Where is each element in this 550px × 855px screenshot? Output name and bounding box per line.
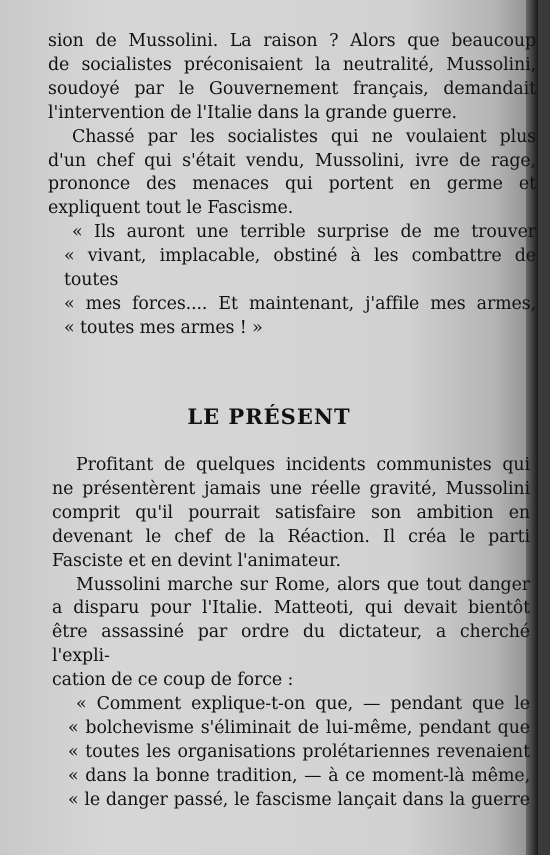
quote-line: « toutes mes armes ! » — [64, 317, 263, 338]
text-line: Fasciste et en devint l'animateur. — [52, 550, 341, 571]
quote-line: « bolchevisme s'éliminait de lui-même, pendant que — [68, 717, 530, 738]
text-line: a disparu pour l'Italie. Matteoti, qui devait bientôt — [52, 598, 530, 619]
text-line: sion de Mussolini. La raison ? Alors que beaucoup — [48, 31, 536, 51]
text-line: de socialistes préconisaient la neutralité, Mussolini, — [48, 54, 536, 75]
text-line: Mussolini marche sur Rome, alors que tout danger — [76, 574, 530, 595]
quote-line: « vivant, implacable, obstiné à les combattre de toutes — [64, 246, 536, 291]
quote-line: « Ils auront une terrible surprise de me trouver — [72, 222, 536, 243]
text-line: ne présentèrent jamais une réelle gravité, Mussolini — [52, 478, 530, 499]
text-line: cation de ce coup de force : — [52, 670, 294, 691]
quote-line: « dans la bonne tradition, — à ce moment-là même, — [68, 765, 530, 786]
text-line: Profitant de quelques incidents communistes qui — [76, 455, 530, 475]
text-line: d'un chef qui s'était vendu, Mussolini, ivre de rage, — [48, 150, 536, 171]
text-line: prononce des menaces qui portent en germe et — [48, 174, 536, 195]
text-line: être assassiné par ordre du dictateur, a cherché l'expli- — [52, 622, 530, 667]
text-line: l'intervention de l'Italie dans la grande guerre. — [48, 102, 457, 123]
text-line: soudoyé par le Gouvernement français, demandait — [48, 78, 536, 99]
text-line: Chassé par les socialistes qui ne voulaient plus — [72, 126, 536, 147]
text-line: comprit qu'il pourrait satisfaire son ambition en — [52, 502, 530, 523]
section-two-text — [52, 454, 530, 813]
section-one-text — [48, 30, 536, 341]
text-line: expliquent tout le Fascisme. — [48, 198, 294, 219]
text-line: devenant le chef de la Réaction. Il créa le parti — [52, 526, 530, 547]
quote-line: « Comment explique-t-on que, — pendant que le — [76, 694, 530, 715]
section-heading: LE PRÉSENT — [187, 404, 351, 429]
quote-line: « mes forces.... Et maintenant, j'affile mes armes, — [64, 293, 536, 314]
quote-line: « le danger passé, le fascisme lançait dans la guerre — [68, 789, 530, 810]
quote-line: « toutes les organisations prolétariennes revenaient — [68, 741, 530, 762]
